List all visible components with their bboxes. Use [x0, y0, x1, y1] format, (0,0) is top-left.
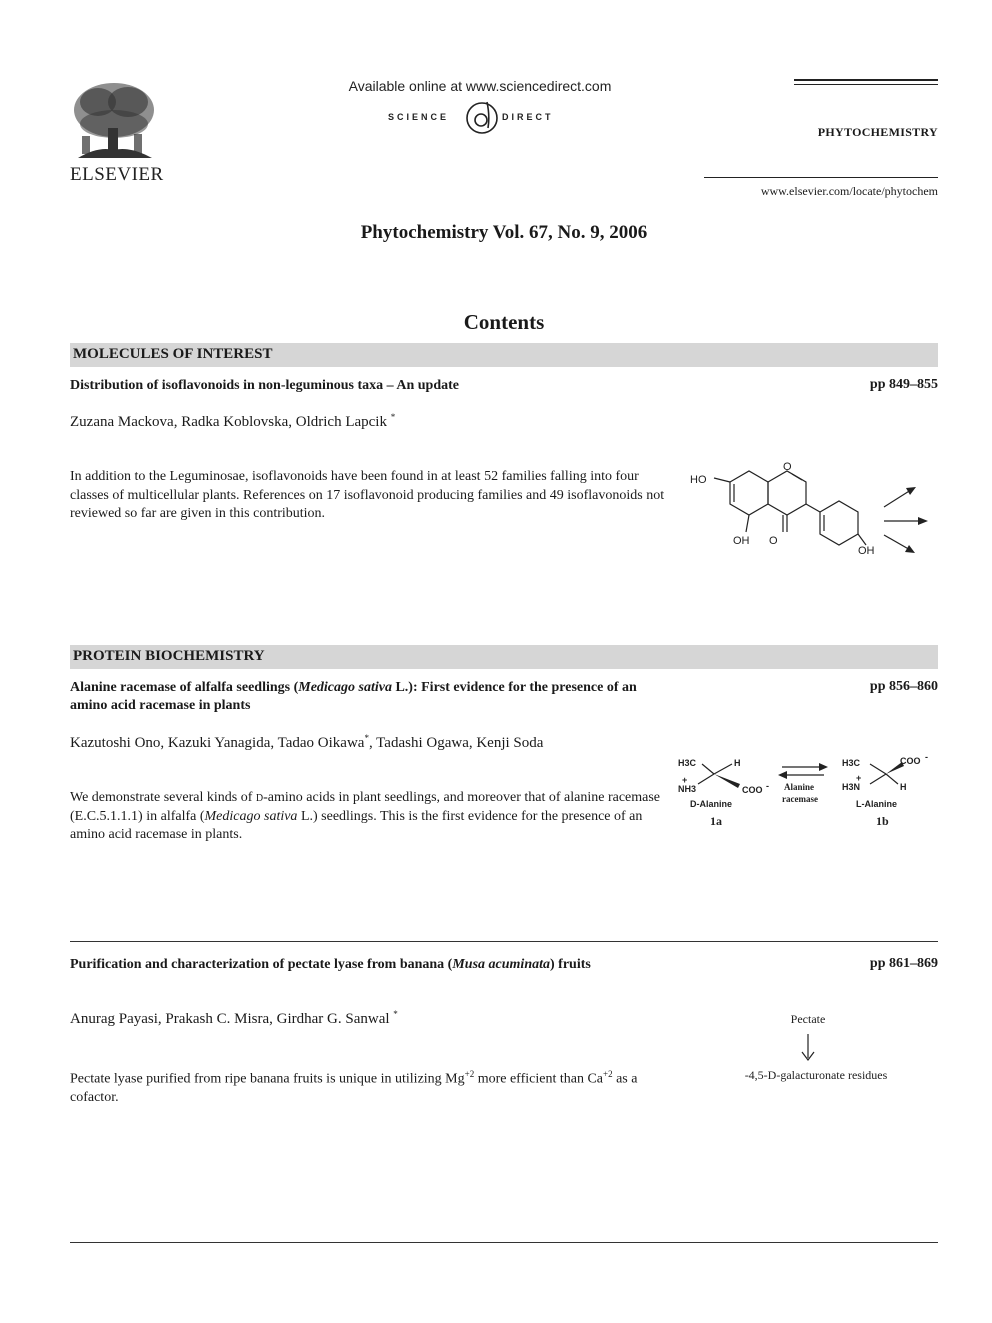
label-plus-d: +: [682, 775, 688, 785]
abstract-superscript: +2: [464, 1069, 475, 1079]
journal-name: PHYTOCHEMISTRY: [817, 125, 938, 139]
article-pages: pp 849–855: [869, 377, 938, 392]
title-species: Medicago sativa: [298, 680, 392, 695]
label-ho: HO: [690, 474, 707, 486]
article-abstract: [70, 1065, 670, 1108]
page-bottom-rule: [70, 1242, 938, 1243]
label-keto-o: O: [769, 535, 778, 547]
section-band-protein: [70, 645, 938, 669]
label-d-alanine: D-Alanine: [690, 799, 733, 809]
abstract-part: more efficient than Ca: [474, 1071, 604, 1087]
label-1b: 1b: [876, 814, 889, 828]
label-h-d: H: [734, 758, 741, 768]
corresponding-author-star: *: [364, 733, 369, 743]
header-rule-bottom: [704, 177, 938, 178]
section-band-molecules: [70, 343, 938, 367]
available-online-text: Available online at www.sciencedirect.com: [348, 78, 612, 94]
title-part: Alanine racemase of alfalfa seedlings (: [70, 680, 299, 695]
authors-text: Anurag Payasi, Prakash C. Misra, Girdhar G. Sanwal: [70, 1011, 390, 1027]
label-minus-l: -: [925, 752, 928, 762]
article-pages: pp 856–860: [869, 679, 938, 694]
article-separator: [70, 941, 938, 942]
title-part: Purification and characterization of pectate lyase from banana (: [70, 957, 453, 972]
sciencedirect-right: DIRECT: [502, 112, 554, 122]
article-pages: pp 861–869: [869, 956, 938, 971]
label-nh3: NH3: [678, 784, 697, 794]
label-l-alanine: L-Alanine: [856, 799, 898, 809]
label-enzyme-1: Alanine: [784, 782, 815, 792]
article-authors: [70, 733, 670, 752]
authors-text: Zuzana Mackova, Radka Koblovska, Oldrich Lapcik: [70, 414, 387, 430]
article-title[interactable]: Distribution of isoflavonoids in non-leguminous taxa – An update: [70, 378, 459, 393]
contents-heading: Contents: [463, 310, 545, 334]
authors-text: , Tadashi Ogawa, Kenji Soda: [368, 735, 544, 751]
abstract-part: Pectate lyase purified from ripe banana fruits is unique in utilizing Mg: [70, 1071, 465, 1087]
alanine-racemase-graphic: [672, 748, 938, 832]
journal-url[interactable]: www.elsevier.com/locate/phytochem: [760, 184, 938, 198]
label-ring-o: O: [783, 461, 792, 473]
article-authors: [70, 412, 670, 431]
label-h-l: H: [900, 782, 907, 792]
title-species: Musa acuminata: [452, 957, 550, 972]
publisher-wordmark: ELSEVIER: [70, 164, 164, 185]
label-pectate: Pectate: [790, 1012, 826, 1026]
header-rule-top: [794, 79, 938, 81]
section-label: PROTEIN BIOCHEMISTRY: [73, 648, 265, 664]
header-rule-top-thin: [794, 84, 938, 85]
title-part: L.): First evidence for the presence of an amino acid racemase in plants: [70, 680, 637, 713]
abstract-part: as a cofactor.: [70, 1071, 638, 1106]
corresponding-author-star: *: [390, 412, 396, 422]
article-abstract: [70, 789, 670, 845]
abstract-part: -amino acids in plant seedlings, and moreover that of alanine racemase (E.C.5.1.1.1) in alfalfa (: [70, 790, 661, 824]
isoflavone-structure-graphic: [680, 460, 938, 570]
label-minus-d: -: [766, 781, 769, 791]
authors-text: Kazutoshi Ono, Kazuki Yanagida, Tadao Oikawa: [70, 735, 365, 751]
label-coo-d: COO: [742, 785, 763, 795]
elsevier-tree-logo: [68, 80, 160, 164]
abstract-superscript: +2: [603, 1069, 613, 1079]
section-label: MOLECULES OF INTEREST: [73, 346, 273, 362]
sciencedirect-at-icon: [464, 98, 500, 138]
label-h3n: H3N: [842, 782, 861, 792]
label-1a: 1a: [710, 814, 722, 828]
abstract-part: We demonstrate several kinds of: [70, 790, 256, 805]
label-oh-4p: OH: [858, 545, 875, 557]
corresponding-author-star: *: [393, 1009, 398, 1019]
abstract-d-prefix: d: [255, 790, 264, 805]
title-part: ) fruits: [550, 957, 591, 972]
sciencedirect-left: SCIENCE: [388, 112, 450, 122]
label-coo-l: COO: [900, 756, 921, 766]
label-h3c-d: H3C: [678, 758, 697, 768]
article-title[interactable]: [70, 679, 660, 715]
issue-title: Phytochemistry Vol. 67, No. 9, 2006: [360, 222, 648, 243]
article-abstract: In addition to the Leguminosae, isoflavonoids have been found in at least 52 families falling into four classes of multicellular plants. References on 17 isoflavonoid producing families and 49 isoflavonoids not reviewed so far are given in this contribution.: [70, 469, 665, 521]
label-h3c-l: H3C: [842, 758, 861, 768]
abstract-species: Medicago sativa: [204, 808, 298, 824]
label-oh-5: OH: [733, 535, 750, 547]
label-plus-l: +: [856, 773, 862, 783]
label-galacturonate: -4,5-D-galacturonate residues: [744, 1068, 888, 1082]
article-authors: [70, 1009, 670, 1028]
article-title[interactable]: [70, 956, 660, 974]
abstract-part: L.) seedlings. This is the first evidence for the presence of an amino acid racemase in plants.: [70, 808, 643, 842]
pectate-lyase-graphic: [720, 1008, 920, 1088]
label-enzyme-2: racemase: [782, 794, 818, 804]
